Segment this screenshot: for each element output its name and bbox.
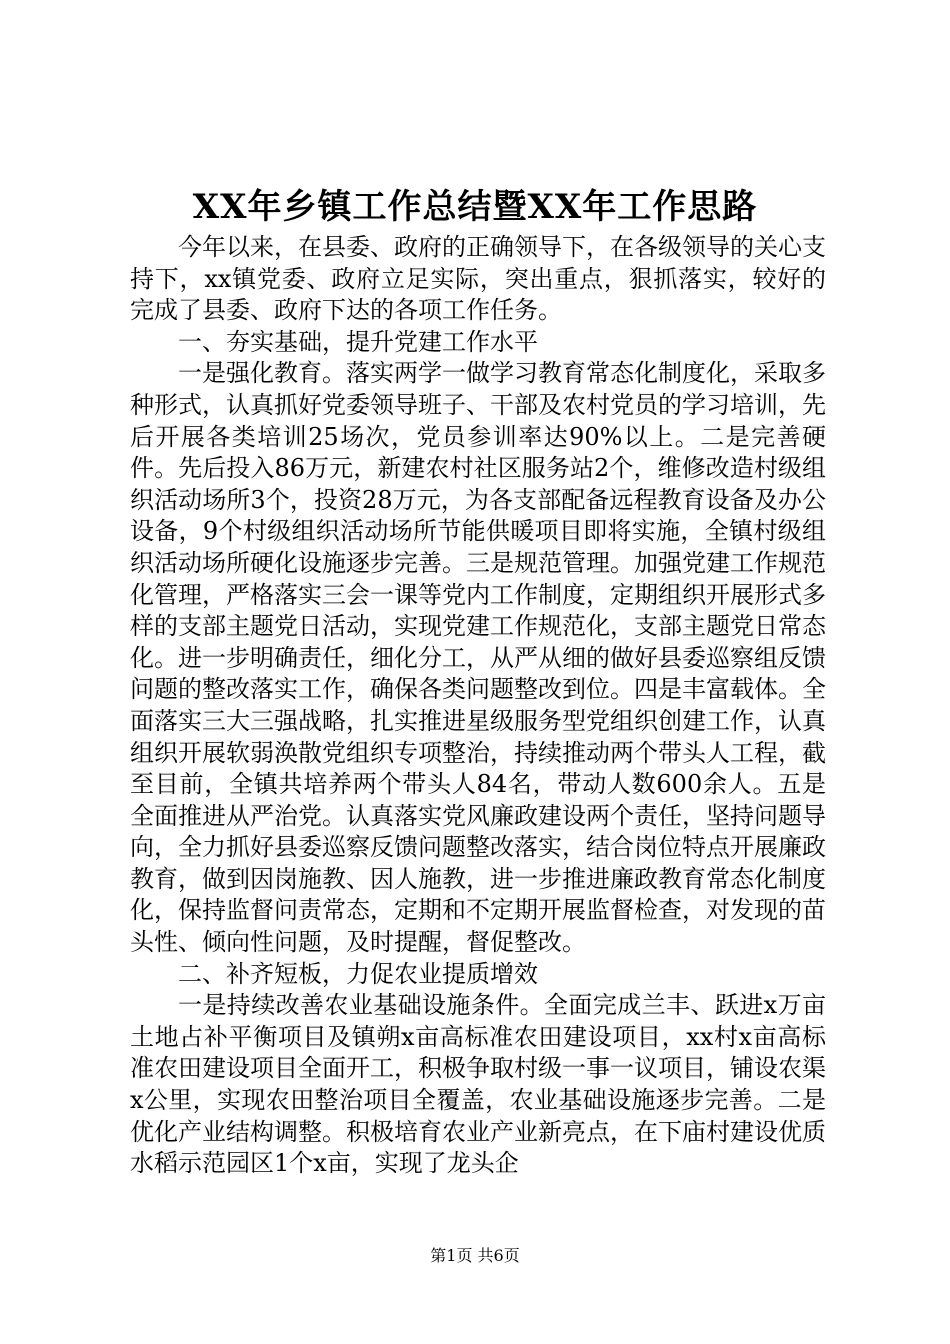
paragraph-agriculture: 一是持续改善农业基础设施条件。全面完成兰丰、跃进x万亩土地占补平衡项目及镇朔x亩高标准农田建设项目，xx村x亩高标准农田建设项目全面开工，积极争取村级一事一议项目，铺设农渠x公里，实现农田整治项目全覆盖，农业基础设施逐步完善。二是优化产业结构调整。积极培育农业产业新亮点，在下庙村建设优质水稻示范园区1个x亩，实现了龙头企 [130,991,826,1178]
paragraph-party-building: 一是强化教育。落实两学一做学习教育常态化制度化，采取多种形式，认真抓好党委领导班子、干部及农村党员的学习培训，先后开展各类培训25场次，党员参训率达90%以上。二是完善硬件。先后投入86万元，新建农村社区服务站2个，维修改造村级组织活动场所3个，投资28万元，为各支部配备远程教育设备及办公设备，9个村级组织活动场所节能供暖项目即将实施，全镇村级组织活动场所硬化设施逐步完善。三是规范管理。加强党建工作规范化管理，严格落实三会一课等党内工作制度，定期组织开展形式多样的支部主题党日活动，实现党建工作规范化，支部主题党日常态化。进一步明确责任，细化分工，从严从细的做好县委巡察组反馈问题的整改落实工作，确保各类问题整改到位。四是丰富载体。全面落实三大三强战略，扎实推进星级服务型党组织创建工作，认真组织开展软弱涣散党组织专项整治，持续推动两个带头人工程，截至目前，全镇共培养两个带头人84名，带动人数600余人。五是全面推进从严治党。认真落实党风廉政建设两个责任，坚持问题导向，全力抓好县委巡察反馈问题整改落实，结合岗位特点开展廉政教育，做到因岗施教、因人施教，进一步推进廉政教育常态化制度化，保持监督问责常态，定期和不定期开展监督检查，对发现的苗头性、倾向性问题，及时提醒，督促整改。 [130,359,826,957]
page-number-footer: 第1页 共6页 [430,1246,520,1265]
section-heading-1: 一、夯实基础，提升党建工作水平 [178,327,538,356]
document-title: XX年乡镇工作总结暨XX年工作思路 [192,187,758,227]
section-heading-2: 二、补齐短板，力促农业提质增效 [178,959,538,988]
document-body [130,232,826,1180]
paragraph-intro: 今年以来，在县委、政府的正确领导下，在各级领导的关心支持下，xx镇党委、政府立足实际，突出重点，狠抓落实，较好的完成了县委、政府下达的各项工作任务。 [130,233,826,325]
